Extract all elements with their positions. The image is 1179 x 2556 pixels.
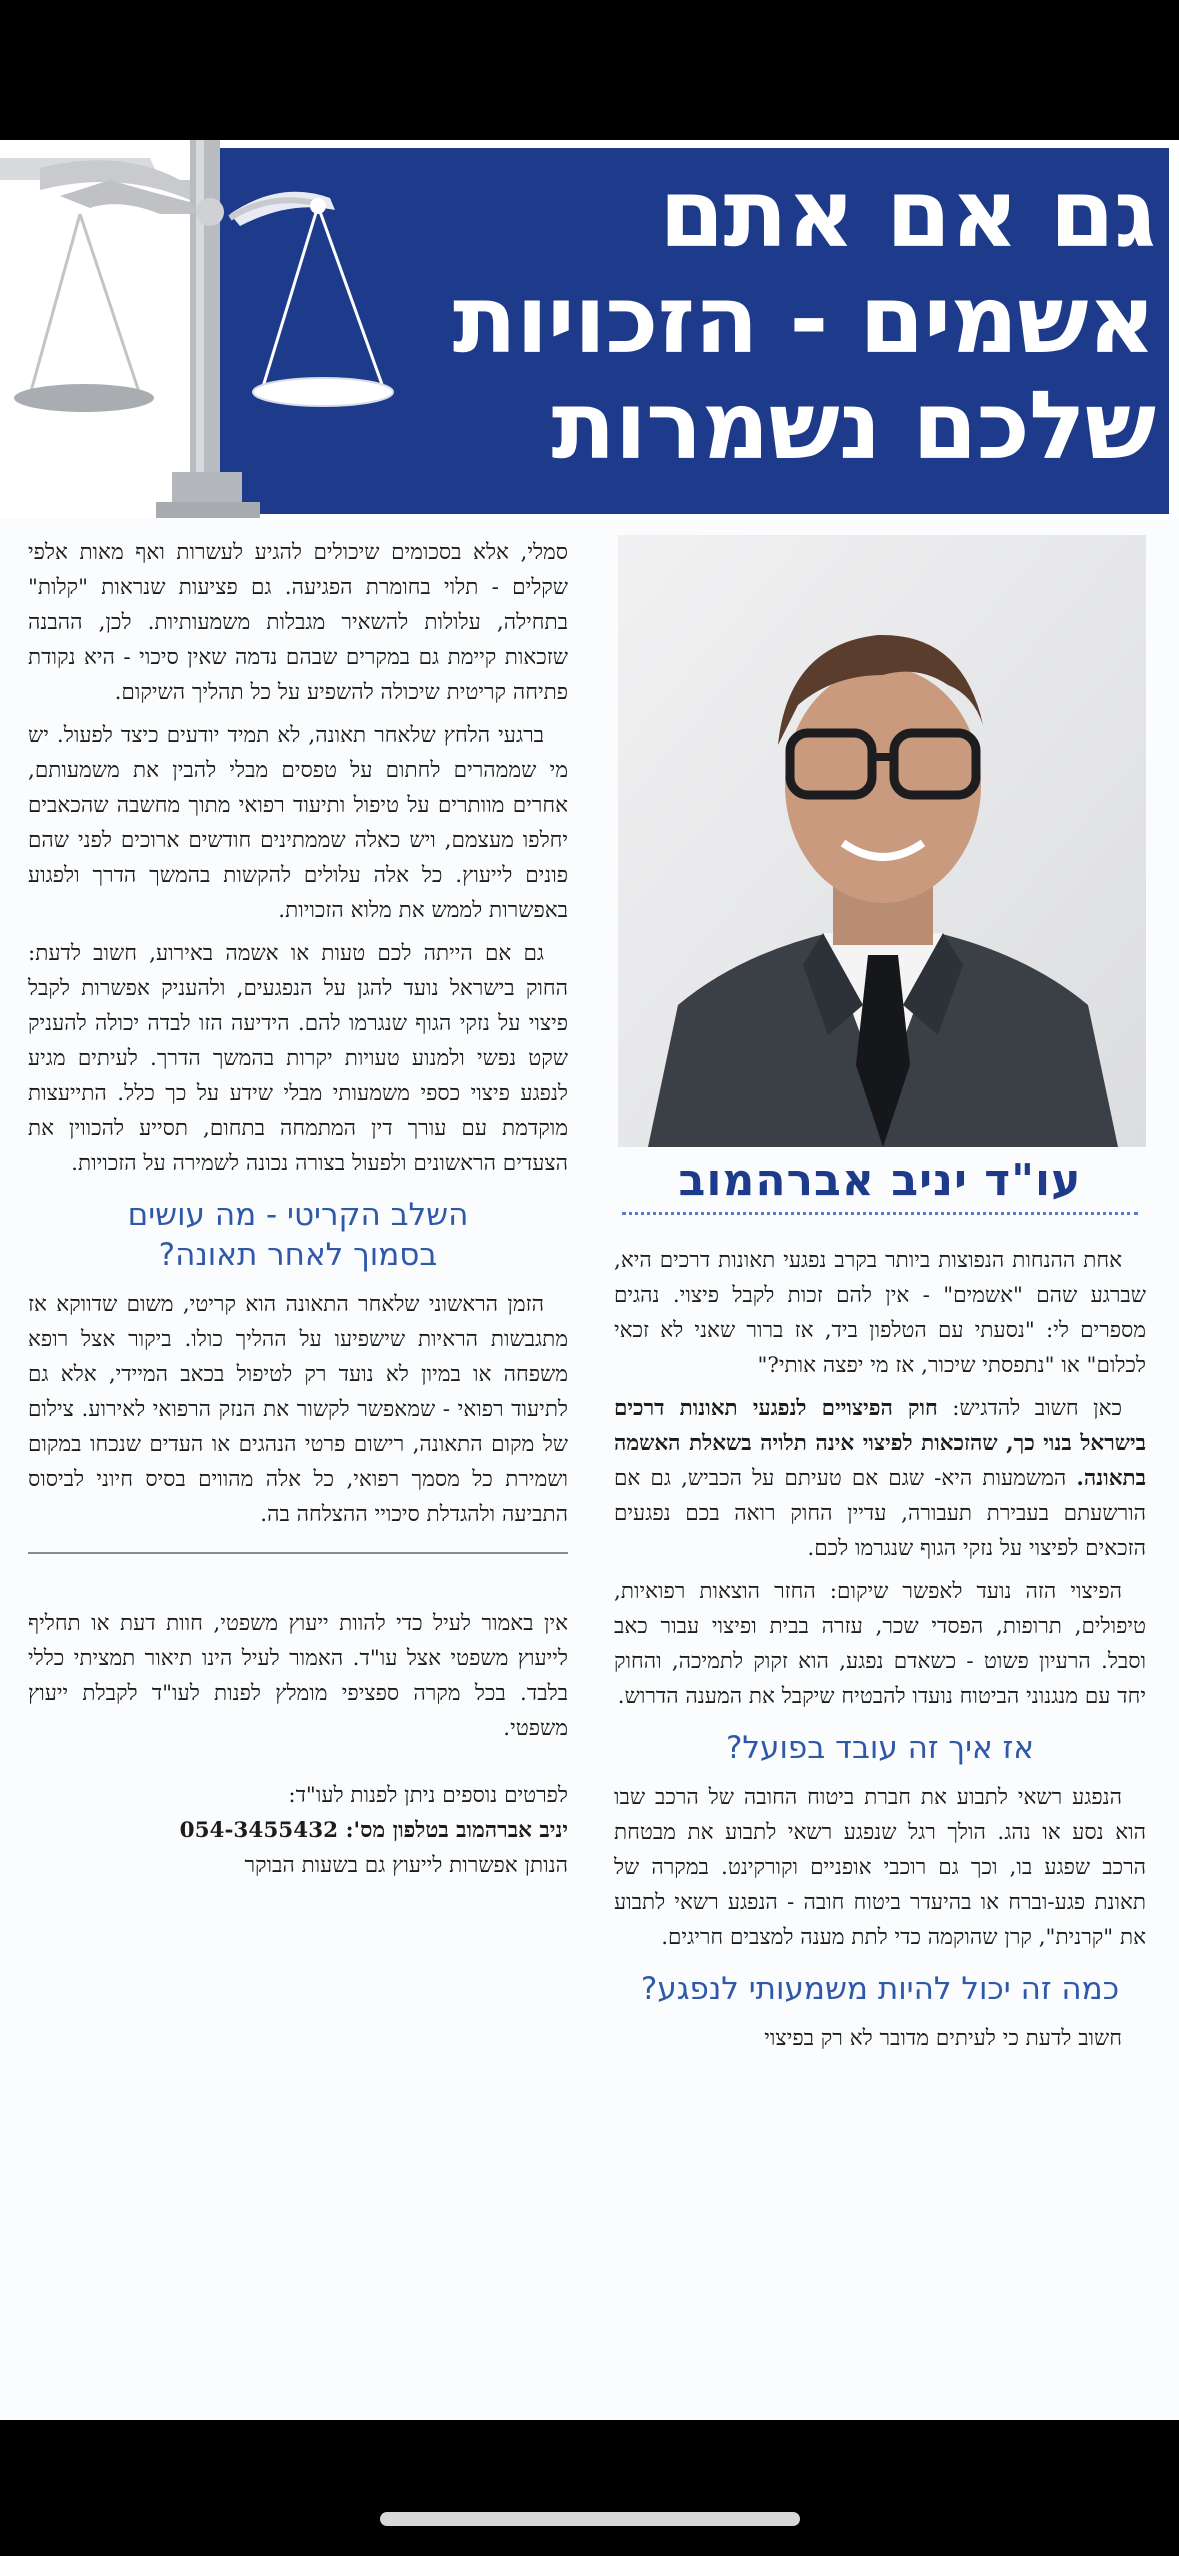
paragraph-highlight [614,1391,1146,1566]
subheading-line-2: בסמוך לאחר תאונה? [158,1237,438,1273]
contact-line-3: הנותן אפשרות לייעוץ גם בשעות הבוקר [244,1853,568,1878]
contact-line-2: יניב אברהמוב בטלפון מס': 054-3455432 [179,1818,568,1843]
paragraph-rest: המשמעות היא- שגם אם טעיתם על הכביש, גם אם הורשעתם בעבירת תעבורה, עדיין החוק רואה בכם נפגעים הזכאים לפיצוי על נזקי הגוף שנגרמו לכם. [614,1466,1146,1561]
subheading: כמה זה יכול להיות משמעותי לנפגע? [640,1971,1120,2007]
contact-line-1: לפרטים נוספים ניתן לפנות לעו"ד: [288,1783,568,1808]
paragraph: ברגעי הלחץ שלאחר תאונה, לא תמיד יודעים כיצד לפעול. יש מי שממהרים לחתום על טפסים מבלי להבין את משמעותם, אחרים מוותרים על טיפול ותיעוד רפואי מתוך מחשבה שהכאבים יחלפו מעצמם, ויש כאלה שממתינים חודשים ארוכים לפני שהם פונים לייעוץ. כל אלה עלולים להקשות בהמשך הדרך ולפגוע באפשרות לממש את מלוא הזכויות. [28,723,568,923]
headline-line-1: גם אם אתם [659,160,1155,269]
paragraph: אחת ההנחות הנפוצות ביותר בקרב נפגעי תאונות דרכים היא, שברגע שהם "אשמים" - אין להם זכות לקבל פיצוי. נהגים מספרים לי: "נסעתי עם הטלפון ביד, אז ברור שאני לא זכאי לכלום" או "נתפסתי שיכור, אז מי יפצה אותי?" [614,1248,1146,1378]
newspaper-page [0,140,1179,2420]
status-bar [0,0,1179,140]
subheading-line-1: השלב הקריטי - מה עושים [127,1197,469,1233]
paragraph: חשוב לדעת כי לעיתים מדובר לא רק בפיצוי [764,2026,1122,2051]
contact-info [28,1778,568,1883]
article-column-left [28,535,568,1883]
subheading [28,1195,568,1275]
paragraph: גם אם הייתה לכם טעות או אשמה באירוע, חשוב לדעת: החוק בישראל נועד להגן על הנפגעים, ולהעניק אפשרות לקבל פיצוי על נזקי הגוף שנגרמו להם. הידיעה הזו לבדה יכולה להעניק שקט נפשי ולמנוע טעויות יקרות בהמשך הדרך. לעיתים מגיע לנפגע פיצוי כספי משמעותי מבלי שידע על כך כלל. התייעצות מוקדמת עם עורך דין המתמחה בתחום, תסייע להכווין את הצעדים הראשונים ולפעול בצורה נכונה לשמירה על הזכויות. [28,941,568,1176]
paragraph-lead: כאן חשוב להדגיש: [937,1396,1122,1421]
article-column-right [614,535,1146,2064]
disclaimer [28,1606,568,1746]
paragraph-bold: חוק הפיצויים לנפגעי תאונות דרכים בישראל בנוי כך, שהזכאות לפיצוי אינה תלויה בשאלת האשמה בתאונה. [614,1396,1146,1491]
paragraph: הזמן הראשוני שלאחר התאונה הוא קריטי, משום שדווקא אז מתגבשות הראיות שישפיעו על ההליך כולו. ביקור אצל רופא משפחה או במיון לא נועד רק לטיפול בכאב המיידי, אלא גם לתיעוד רפואי - שמאפשר לקשור את הנזק הרפואי לאירוע. צילום של מקום התאונה, רישום פרטי הנהגים או העדים שנכחו במקום ושמירת כל מסמך רפואי, כל אלה מהווים בסיס חיוני לביסוס התביעה ולהגדלת סיכויי ההצלחה בה. [28,1292,568,1527]
paragraph: סמלי, אלא בסכומים שיכולים להגיע לעשרות ואף מאות אלפי שקלים - תלוי בחומרת הפגיעה. גם פציעות שנראות "קלות" בתחילה, עלולות להשאיר מגבלות משמעותיות. לכן, ההבנה שזכאות קיימת גם במקרים שבהם נדמה שאין סיכוי - היא נקודת פתיחה קריטית שיכולה להשפיע על כל תהליך השיקום. [28,540,568,705]
scales-of-justice-icon [0,140,420,518]
disclaimer-text: אין באמור לעיל כדי להוות ייעוץ משפטי, חוות דעת או תחליף לייעוץ משפטי אצל עו"ד. האמור לעיל הינו תיאור תמציתי כללי בלבד. בכל מקרה ספציפי מומלץ לפנות לעו"ד לקבלת ייעוץ משפטי. [28,1611,568,1741]
bottom-bar [0,2420,1179,2556]
subheading: אז איך זה עובד בפועל? [725,1730,1035,1766]
name-divider [622,1212,1138,1215]
author-name: עו"ד יניב אברהמוב [678,1155,1082,1206]
headline-line-2: אשמים - הזכויות [452,266,1155,375]
paragraph: הנפגע רשאי לתבוע את חברת ביטוח החובה של הרכב שבו הוא נסע או נהג. הולך רגל שנפגע רשאי לתבוע את מבטחת הרכב שפגע בו, וכך גם רוכבי אופניים וקורקינט. במקרה של תאונת פגע-וברח או בהיעדר ביטוח חובה - הנפגע רשאי לתבוע את "קרנית", קרן שהוקמה כדי לתת מענה למצבים חריגים. [614,1785,1146,1950]
article-header [0,140,1179,518]
paragraph: הפיצוי הזה נועד לאפשר שיקום: החזר הוצאות רפואיות, טיפולים, תרופות, הפסדי שכר, עזרה בבית ופיצוי עבור כאב וסבל. הרעיון פשוט - כשאדם נפגע, הוא זקוק לתמיכה, והחוק יחד עם מנגנוני הביטוח נועדו להבטיח שיקבל את המענה הדרוש. [614,1579,1146,1709]
home-indicator[interactable] [380,2512,800,2526]
section-divider [28,1552,568,1554]
author-photo [618,535,1146,1147]
headline-line-3: שלכם נשמרות [551,372,1155,481]
